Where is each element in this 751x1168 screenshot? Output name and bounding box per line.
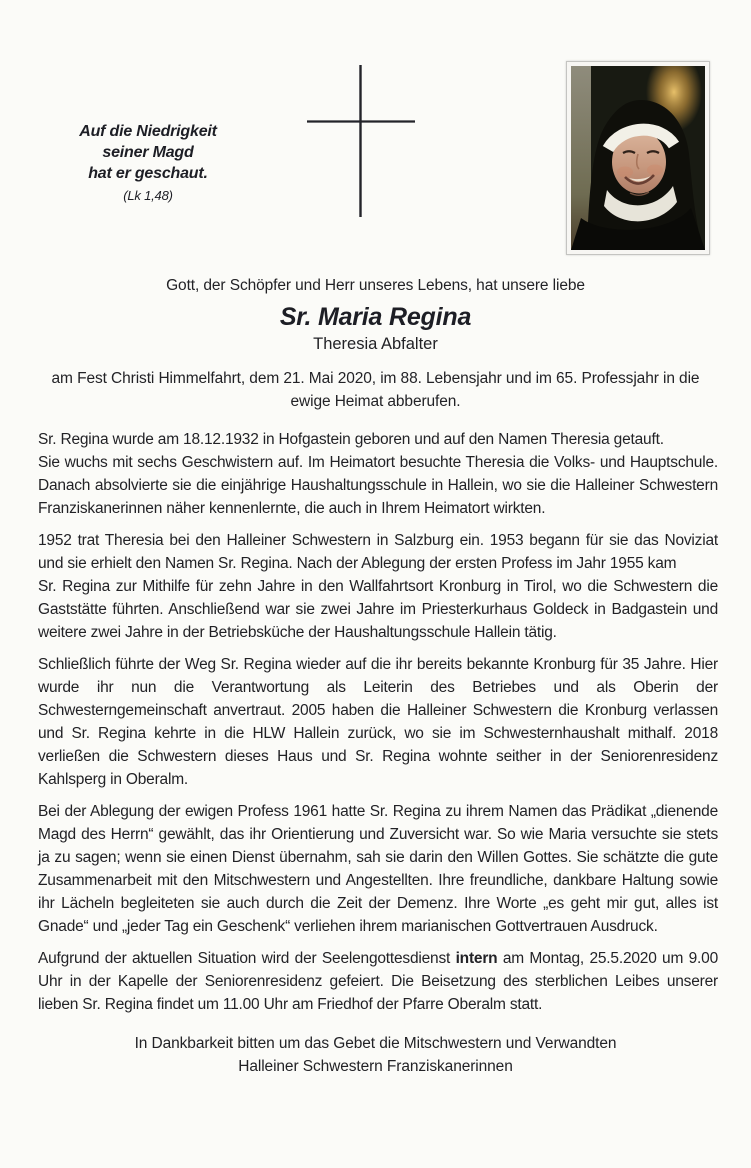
quote-line-3: hat er geschaut.	[88, 165, 208, 182]
deceased-birth-name: Theresia Abfalter	[313, 335, 438, 353]
paragraph-line: Sr. Regina zur Mithilfe für zehn Jahre in den Wallfahrtsort Kronburg in Tirol, wo die Schwestern die Gaststätte führten. Anschließend war sie zwei Jahre im Priesterkurhaus Goldeck in Badgastein und weitere zwei Jahre in der Betriebsküche der Haushaltungsschule Hallein tätig.	[38, 578, 718, 641]
quote-citation: (Lk 1,48)	[123, 188, 173, 203]
quote-line-2: seiner Magd	[102, 144, 194, 161]
quote-line-1: Auf die Niedrigkeit	[79, 123, 217, 140]
scripture-quote	[58, 121, 238, 206]
obituary-body	[38, 428, 718, 1016]
funeral-text-before: Aufgrund der aktuellen Situation wird der Seelengottesdienst	[38, 950, 456, 967]
funeral-intern-emphasis: intern	[455, 950, 498, 967]
cross-icon	[306, 63, 416, 219]
paragraph-birth	[38, 428, 718, 520]
paragraph-line: 1952 trat Theresia bei den Halleiner Schwestern in Salzburg ein. 1953 begann für sie das Noviziat und sie erhielt den Namen Sr. Regina. Nach der Ablegung der ersten Profess im Jahr 1955 kam	[38, 532, 718, 572]
funeral-text-after: am Montag, 25.5.2020 um 9.00 Uhr in der Kapelle der Seniorenresidenz gefeiert. Die Beisetzung des sterblichen Leibes unserer lieben Sr. Regina findet um 11.00 Uhr am Friedhof der Pfarre Oberalm statt.	[38, 950, 718, 1013]
paragraph-order-entry	[38, 529, 718, 644]
cheek-left	[617, 167, 633, 178]
portrait-photo	[566, 61, 710, 255]
closing-line-2: Halleiner Schwestern Franziskanerinnen	[238, 1058, 513, 1075]
nun-portrait-illustration	[571, 66, 705, 250]
paragraph-profess: Bei der Ablegung der ewigen Profess 1961 hatte Sr. Regina zu ihrem Namen das Prädikat „dienende Magd des Herrn“ gewählt, das ihr Orientierung und Zuversicht war. So wie Maria versuchte sie stets ja zu sagen; wenn sie einen Dienst übernahm, sah sie darin den Willen Gottes. Sie schätzte die gute Zusammenarbeit mit den Mitschwestern und Angestellten. Ihre freundliche, dankbare Haltung sowie ihr Lächeln begleiteten sie auch durch die Zeit der Demenz. Ihre Worte „es geht mir gut, alles ist Gnade“ und „jeder Tag ein Geschenk“ verliehen ihrem marianischen Gottvertrauen Ausdruck.	[38, 803, 718, 935]
deceased-name: Sr. Maria Regina	[279, 303, 472, 331]
announcement-intro: Gott, der Schöpfer und Herr unseres Lebens, hat unsere liebe	[166, 277, 585, 294]
paragraph-line: Sr. Regina wurde am 18.12.1932 in Hofgastein geboren und auf den Namen Theresia getauft.	[38, 431, 664, 448]
closing	[0, 1032, 751, 1078]
death-date-line: am Fest Christi Himmelfahrt, dem 21. Mai 2020, im 88. Lebensjahr und im 65. Professjahr in die ewige Heimat abberufen.	[51, 370, 700, 410]
paragraph-kronburg: Schließlich führte der Weg Sr. Regina wieder auf die ihr bereits bekannte Kronburg für 35 Jahre. Hier wurde ihr nun die Verantwortung als Leiterin des Betriebes und als Oberin der Schwesterngemeinschaft anvertraut. 2005 haben die Halleiner Schwestern die Kronburg verlassen und Sr. Regina kehrte in die HLW Hallein zurück, wo sie im Schwesternhaushalt mithalf. 2018 verließen die Schwestern dieses Haus und Sr. Regina wohnte seither in der Seniorenresidenz Kahlsperg in Oberalm.	[38, 656, 718, 788]
cheek-right	[647, 165, 663, 176]
paragraph-funeral	[38, 947, 718, 1016]
paragraph-line: Sie wuchs mit sechs Geschwistern auf. Im Heimatort besuchte Theresia die Volks- und Hauptschule. Danach absolvierte sie die einjährige Haushaltungsschule in Hallein, wo sie die Halleiner Schwestern Franziskanerinnen näher kennenlernte, die auch in Ihrem Heimatort wirkten.	[38, 454, 718, 517]
closing-line-1: In Dankbarkeit bitten um das Gebet die Mitschwestern und Verwandten	[134, 1035, 617, 1052]
header	[0, 0, 751, 270]
